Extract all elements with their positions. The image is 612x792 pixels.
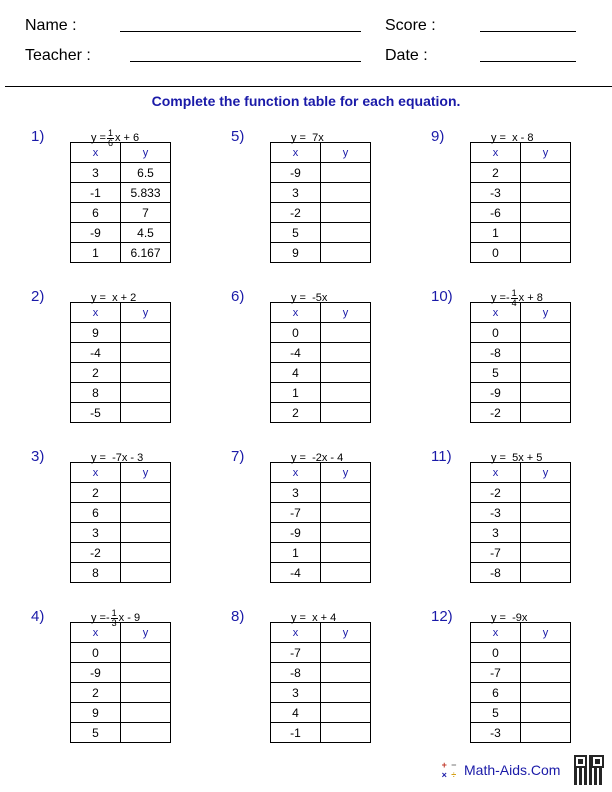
y-header: y <box>521 623 571 643</box>
y-header: y <box>321 303 371 323</box>
table-row <box>271 323 371 343</box>
problem-7 <box>231 448 431 598</box>
problem-number: 3) <box>31 448 45 465</box>
problem-12 <box>431 608 612 758</box>
equation-text: y = 7x <box>291 132 324 144</box>
y-answer-cell[interactable] <box>321 483 371 503</box>
fraction-denominator: 6 <box>107 137 113 148</box>
y-answer-cell[interactable]: 4.5 <box>121 223 171 243</box>
x-cell: -9 <box>471 383 521 403</box>
x-cell: 1 <box>271 543 321 563</box>
problem-number: 11) <box>431 448 452 465</box>
function-table <box>70 142 171 263</box>
x-cell: -7 <box>271 503 321 523</box>
x-header: x <box>271 623 321 643</box>
problem-9 <box>431 128 612 278</box>
table-row <box>471 383 571 403</box>
table-row <box>271 343 371 363</box>
y-answer-cell[interactable] <box>321 403 371 423</box>
x-cell: -9 <box>71 663 121 683</box>
table-row <box>271 383 371 403</box>
table-row <box>271 203 371 223</box>
table-row <box>71 523 171 543</box>
y-header: y <box>521 463 571 483</box>
table-row <box>471 663 571 683</box>
x-cell: 2 <box>271 403 321 423</box>
table-row <box>71 663 171 683</box>
x-cell: -4 <box>271 563 321 583</box>
y-answer-cell[interactable]: 6.167 <box>121 243 171 263</box>
y-answer-cell[interactable]: 6.5 <box>121 163 171 183</box>
instructions: Complete the function table for each equation. <box>151 93 461 109</box>
teacher-field[interactable] <box>130 61 361 62</box>
x-cell: 6 <box>71 503 121 523</box>
table-row <box>471 363 571 383</box>
x-cell: 9 <box>71 323 121 343</box>
fraction-numerator: 1 <box>111 607 117 618</box>
y-answer-cell[interactable] <box>521 543 571 563</box>
qr-code-icon <box>574 755 604 785</box>
x-header: x <box>271 143 321 163</box>
table-row <box>271 563 371 583</box>
name-field[interactable] <box>120 31 361 32</box>
problem-number: 9) <box>431 128 445 145</box>
problem-6 <box>231 288 431 438</box>
equation-text: y = -9x <box>491 612 528 624</box>
teacher-label: Teacher : <box>25 47 91 64</box>
y-answer-cell[interactable] <box>321 543 371 563</box>
table-row <box>271 723 371 743</box>
y-answer-cell[interactable] <box>521 383 571 403</box>
x-cell: 0 <box>471 243 521 263</box>
y-answer-cell[interactable] <box>121 383 171 403</box>
x-header: x <box>71 463 121 483</box>
fraction-numerator: 1 <box>107 127 113 138</box>
y-answer-cell[interactable] <box>121 543 171 563</box>
y-answer-cell[interactable] <box>321 223 371 243</box>
y-answer-cell[interactable] <box>321 183 371 203</box>
y-header: y <box>121 143 171 163</box>
table-row <box>471 403 571 423</box>
y-answer-cell[interactable] <box>121 663 171 683</box>
table-row <box>71 643 171 663</box>
table-row <box>271 503 371 523</box>
x-cell: -6 <box>471 203 521 223</box>
date-field[interactable] <box>480 61 576 62</box>
y-answer-cell[interactable] <box>521 363 571 383</box>
problem-number: 1) <box>31 128 45 145</box>
table-row <box>71 683 171 703</box>
table-row <box>271 523 371 543</box>
y-header: y <box>321 463 371 483</box>
y-answer-cell[interactable] <box>521 183 571 203</box>
x-cell: 4 <box>271 363 321 383</box>
x-cell: -7 <box>471 543 521 563</box>
x-cell: 2 <box>71 683 121 703</box>
x-cell: -7 <box>271 643 321 663</box>
y-answer-cell[interactable] <box>321 523 371 543</box>
equation-sign: - <box>105 612 110 624</box>
y-answer-cell[interactable] <box>521 203 571 223</box>
y-answer-cell[interactable] <box>521 643 571 663</box>
x-cell: -8 <box>471 563 521 583</box>
function-table <box>270 462 371 583</box>
table-row <box>71 363 171 383</box>
x-cell: -8 <box>471 343 521 363</box>
problem-10 <box>431 288 612 438</box>
table-row <box>71 323 171 343</box>
x-cell: -9 <box>271 523 321 543</box>
y-answer-cell[interactable] <box>521 723 571 743</box>
name-label: Name : <box>25 17 77 34</box>
x-header: x <box>471 463 521 483</box>
table-row <box>471 503 571 523</box>
table-row <box>471 203 571 223</box>
y-answer-cell[interactable] <box>521 223 571 243</box>
table-row <box>271 243 371 263</box>
fraction-denominator: 3 <box>111 617 117 628</box>
x-header: x <box>471 303 521 323</box>
x-cell: 0 <box>271 323 321 343</box>
y-answer-cell[interactable] <box>321 663 371 683</box>
table-row <box>471 243 571 263</box>
x-cell: 5 <box>271 223 321 243</box>
problem-11 <box>431 448 612 598</box>
y-answer-cell[interactable] <box>321 723 371 743</box>
x-header: x <box>71 623 121 643</box>
x-cell: -3 <box>471 723 521 743</box>
x-header: x <box>271 303 321 323</box>
problem-number: 2) <box>31 288 45 305</box>
x-cell: 8 <box>71 563 121 583</box>
y-answer-cell[interactable] <box>321 163 371 183</box>
table-row <box>471 683 571 703</box>
x-cell: 0 <box>471 643 521 663</box>
table-row <box>71 723 171 743</box>
y-answer-cell[interactable]: 7 <box>121 203 171 223</box>
x-cell: 1 <box>271 383 321 403</box>
table-row <box>471 323 571 343</box>
y-answer-cell[interactable] <box>321 643 371 663</box>
equation-text: y = x - 8 <box>491 132 534 144</box>
y-answer-cell[interactable] <box>121 683 171 703</box>
function-table <box>70 622 171 743</box>
y-header: y <box>321 143 371 163</box>
function-table <box>70 462 171 583</box>
table-row <box>471 543 571 563</box>
problem-8 <box>231 608 431 758</box>
table-row <box>471 703 571 723</box>
equation-text: y = x + 2 <box>91 292 137 304</box>
y-answer-cell[interactable] <box>521 343 571 363</box>
table-row <box>271 223 371 243</box>
problem-number: 8) <box>231 608 245 625</box>
y-answer-cell[interactable] <box>321 363 371 383</box>
x-cell: 2 <box>71 363 121 383</box>
x-cell: 4 <box>271 703 321 723</box>
table-row <box>71 223 171 243</box>
x-cell: 3 <box>271 683 321 703</box>
y-answer-cell[interactable] <box>521 563 571 583</box>
y-answer-cell[interactable] <box>521 323 571 343</box>
x-cell: 2 <box>71 483 121 503</box>
x-cell: -4 <box>271 343 321 363</box>
problem-number: 5) <box>231 128 245 145</box>
x-cell: 8 <box>71 383 121 403</box>
x-cell: 3 <box>271 483 321 503</box>
y-answer-cell[interactable] <box>321 243 371 263</box>
x-cell: 5 <box>471 703 521 723</box>
equation-text: y = x + 4 <box>291 612 337 624</box>
x-cell: 5 <box>471 363 521 383</box>
y-header: y <box>321 623 371 643</box>
y-answer-cell[interactable] <box>121 523 171 543</box>
y-answer-cell[interactable] <box>121 323 171 343</box>
table-row <box>271 663 371 683</box>
equation-suffix: x + 6 <box>115 132 140 144</box>
table-row <box>471 563 571 583</box>
equation-prefix: y = <box>91 612 106 624</box>
y-answer-cell[interactable] <box>321 343 371 363</box>
x-header: x <box>471 623 521 643</box>
x-cell: 0 <box>471 323 521 343</box>
function-table <box>270 622 371 743</box>
fraction-denominator: 4 <box>511 297 517 308</box>
x-cell: -2 <box>471 403 521 423</box>
table-row <box>271 643 371 663</box>
x-cell: 2 <box>471 163 521 183</box>
x-cell: -1 <box>271 723 321 743</box>
y-answer-cell[interactable]: 5.833 <box>121 183 171 203</box>
y-answer-cell[interactable] <box>321 383 371 403</box>
x-cell: -2 <box>471 483 521 503</box>
x-cell: 6 <box>71 203 121 223</box>
x-header: x <box>271 463 321 483</box>
table-row <box>71 383 171 403</box>
table-row <box>71 503 171 523</box>
function-table <box>470 302 571 423</box>
x-cell: -8 <box>271 663 321 683</box>
problem-1 <box>31 128 231 278</box>
table-row <box>71 183 171 203</box>
x-cell: -5 <box>71 403 121 423</box>
x-cell: -1 <box>71 183 121 203</box>
x-cell: -2 <box>71 543 121 563</box>
y-answer-cell[interactable] <box>521 503 571 523</box>
equation-text: y = -5x <box>291 292 328 304</box>
table-row <box>71 343 171 363</box>
equation-text: y = -7x - 3 <box>91 452 144 464</box>
equation-suffix: x + 8 <box>518 292 543 304</box>
equation-prefix: y = <box>491 292 506 304</box>
function-table <box>470 142 571 263</box>
fraction-numerator: 1 <box>511 287 517 298</box>
problem-2 <box>31 288 231 438</box>
x-cell: 1 <box>71 243 121 263</box>
x-cell: 9 <box>71 703 121 723</box>
x-cell: -9 <box>271 163 321 183</box>
y-answer-cell[interactable] <box>321 323 371 343</box>
x-cell: 9 <box>271 243 321 263</box>
table-row <box>471 723 571 743</box>
table-row <box>271 403 371 423</box>
y-answer-cell[interactable] <box>521 403 571 423</box>
date-label: Date : <box>385 47 428 64</box>
equation-suffix: x - 9 <box>118 612 141 624</box>
table-row <box>71 563 171 583</box>
function-table <box>470 462 571 583</box>
equation-sign: - <box>505 292 510 304</box>
y-answer-cell[interactable] <box>121 363 171 383</box>
table-row <box>471 483 571 503</box>
function-table <box>70 302 171 423</box>
x-header: x <box>71 303 121 323</box>
y-answer-cell[interactable] <box>121 563 171 583</box>
y-answer-cell[interactable] <box>321 563 371 583</box>
y-answer-cell[interactable] <box>121 483 171 503</box>
y-header: y <box>121 463 171 483</box>
problem-number: 6) <box>231 288 245 305</box>
x-cell: -3 <box>471 503 521 523</box>
x-cell: -9 <box>71 223 121 243</box>
y-answer-cell[interactable] <box>321 683 371 703</box>
x-cell: 3 <box>271 183 321 203</box>
problem-5 <box>231 128 431 278</box>
y-answer-cell[interactable] <box>521 243 571 263</box>
equation-text: y = -2x - 4 <box>291 452 344 464</box>
table-row <box>71 203 171 223</box>
x-cell: -2 <box>271 203 321 223</box>
y-answer-cell[interactable] <box>321 703 371 723</box>
problem-number: 7) <box>231 448 245 465</box>
y-header: y <box>521 303 571 323</box>
y-answer-cell[interactable] <box>321 203 371 223</box>
divider <box>5 86 612 87</box>
problem-number: 10) <box>431 288 453 305</box>
equation-text: y = 5x + 5 <box>491 452 543 464</box>
y-answer-cell[interactable] <box>521 163 571 183</box>
table-row <box>271 363 371 383</box>
table-row <box>271 163 371 183</box>
problem-number: 4) <box>31 608 45 625</box>
table-row <box>71 543 171 563</box>
y-answer-cell[interactable] <box>121 343 171 363</box>
y-answer-cell[interactable] <box>521 523 571 543</box>
table-row <box>471 163 571 183</box>
table-row <box>471 343 571 363</box>
x-cell: 3 <box>71 523 121 543</box>
y-answer-cell[interactable] <box>521 683 571 703</box>
y-answer-cell[interactable] <box>121 403 171 423</box>
function-table <box>270 302 371 423</box>
y-answer-cell[interactable] <box>121 643 171 663</box>
y-answer-cell[interactable] <box>121 703 171 723</box>
score-field[interactable] <box>480 31 576 32</box>
table-row <box>271 703 371 723</box>
function-table <box>270 142 371 263</box>
brand-link[interactable]: Math-Aids.Com <box>464 762 561 778</box>
table-row <box>71 703 171 723</box>
table-row <box>71 483 171 503</box>
table-row <box>471 643 571 663</box>
y-answer-cell[interactable] <box>121 503 171 523</box>
y-answer-cell[interactable] <box>521 483 571 503</box>
calculator-icon: + − × ÷ <box>441 760 457 780</box>
table-row <box>271 543 371 563</box>
problem-number: 12) <box>431 608 453 625</box>
table-row <box>471 523 571 543</box>
x-cell: 0 <box>71 643 121 663</box>
problem-3 <box>31 448 231 598</box>
y-answer-cell[interactable] <box>321 503 371 523</box>
x-cell: 3 <box>471 523 521 543</box>
table-row <box>71 403 171 423</box>
y-answer-cell[interactable] <box>521 663 571 683</box>
problem-4 <box>31 608 231 758</box>
score-label: Score : <box>385 17 436 34</box>
table-row <box>471 183 571 203</box>
y-answer-cell[interactable] <box>521 703 571 723</box>
equation-prefix: y = <box>91 132 106 144</box>
table-row <box>471 223 571 243</box>
footer <box>440 761 560 779</box>
table-row <box>271 683 371 703</box>
y-answer-cell[interactable] <box>121 723 171 743</box>
y-header: y <box>521 143 571 163</box>
x-cell: -3 <box>471 183 521 203</box>
y-header: y <box>121 623 171 643</box>
function-table <box>470 622 571 743</box>
x-header: x <box>71 143 121 163</box>
table-row <box>271 483 371 503</box>
table-row <box>271 183 371 203</box>
x-cell: 1 <box>471 223 521 243</box>
x-cell: 3 <box>71 163 121 183</box>
table-row <box>71 243 171 263</box>
x-cell: 5 <box>71 723 121 743</box>
y-header: y <box>121 303 171 323</box>
x-header: x <box>471 143 521 163</box>
table-row <box>71 163 171 183</box>
x-cell: -7 <box>471 663 521 683</box>
x-cell: 6 <box>471 683 521 703</box>
x-cell: -4 <box>71 343 121 363</box>
